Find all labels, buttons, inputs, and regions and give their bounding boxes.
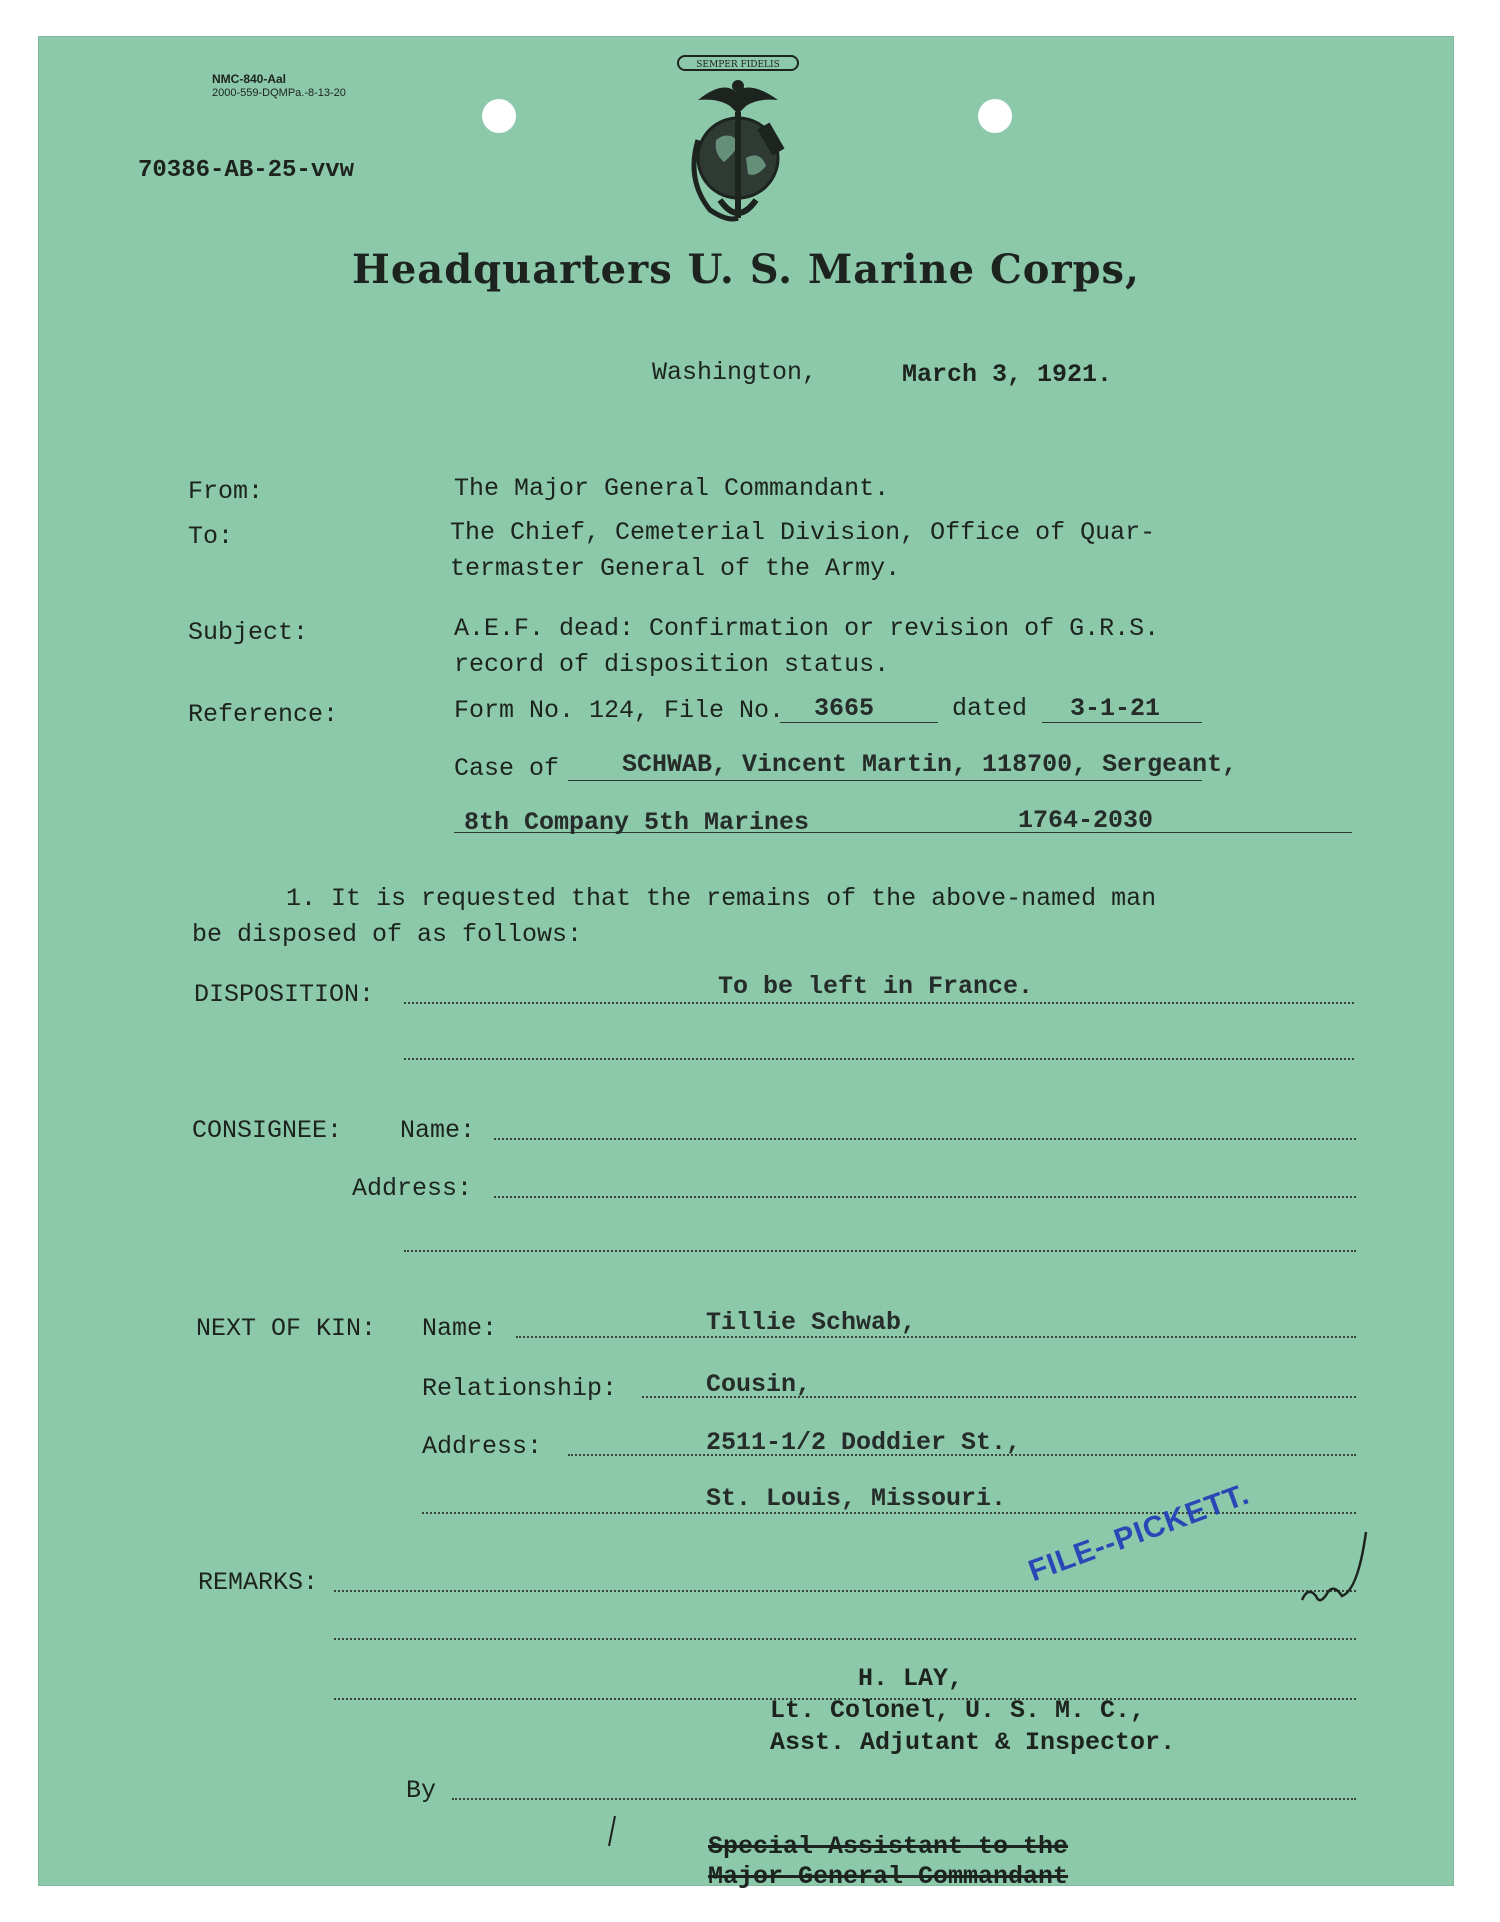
to-line-1: The Chief, Cemeterial Division, Office of Quar- bbox=[450, 518, 1156, 547]
case-line bbox=[568, 780, 1202, 781]
kin-address-label: Address: bbox=[422, 1432, 543, 1461]
letter-date: March 3, 1921. bbox=[902, 360, 1113, 389]
signer-title: Asst. Adjutant & Inspector. bbox=[770, 1728, 1176, 1757]
to-label: To: bbox=[188, 522, 234, 551]
remarks-line-2 bbox=[334, 1638, 1356, 1640]
subject-line-1: A.E.F. dead: Confirmation or revision of G.R.S. bbox=[454, 614, 1160, 643]
form-no-text: Form No. 124, File No. bbox=[454, 696, 785, 725]
next-of-kin-label: NEXT OF KIN: bbox=[196, 1314, 377, 1343]
consignee-address-line bbox=[494, 1196, 1356, 1198]
signer-rank: Lt. Colonel, U. S. M. C., bbox=[770, 1696, 1146, 1725]
consignee-address-label: Address: bbox=[352, 1174, 473, 1203]
subject-line-2: record of disposition status. bbox=[454, 650, 890, 679]
punch-hole-right bbox=[978, 99, 1012, 133]
disposition-line bbox=[404, 1002, 1354, 1004]
relationship-label: Relationship: bbox=[422, 1374, 618, 1403]
file-no-value: 3665 bbox=[814, 694, 875, 723]
by-line bbox=[452, 1798, 1356, 1800]
subject-label: Subject: bbox=[188, 618, 309, 647]
file-stamp: FILE--PICKETT. bbox=[1024, 1477, 1254, 1589]
kin-name-line bbox=[516, 1336, 1356, 1338]
kin-name-value: Tillie Schwab, bbox=[706, 1308, 917, 1337]
consignee-name-label: Name: bbox=[400, 1116, 476, 1145]
punch-hole-left bbox=[482, 99, 516, 133]
consignee-name-line bbox=[494, 1138, 1356, 1140]
kin-name-label: Name: bbox=[422, 1314, 498, 1343]
consignee-address-line-2 bbox=[404, 1250, 1356, 1252]
file-reference: 70386-AB-25-vvw bbox=[138, 157, 355, 184]
from-value: The Major General Commandant. bbox=[454, 474, 890, 503]
form-print-line: 2000-559-DQMPa.-8-13-20 bbox=[212, 87, 346, 99]
form-code: NMC-840-Aal bbox=[212, 72, 287, 86]
reference-label: Reference: bbox=[188, 700, 339, 729]
unit-value: 8th Company 5th Marines bbox=[464, 808, 810, 837]
paragraph-line-1: 1. It is requested that the remains of the above-named man bbox=[286, 884, 1157, 913]
by-label: By bbox=[406, 1776, 437, 1805]
header-title: Headquarters U. S. Marine Corps, bbox=[352, 246, 1140, 293]
footer-line-1: Special Assistant to the bbox=[708, 1832, 1069, 1861]
eagle-globe-anchor-icon bbox=[668, 50, 808, 230]
remarks-line-1 bbox=[334, 1590, 1356, 1592]
kin-address-line-1: 2511-1/2 Doddier St., bbox=[706, 1428, 1022, 1457]
document-sheet bbox=[38, 36, 1454, 1891]
dated-value: 3-1-21 bbox=[1070, 694, 1161, 723]
signer-name: H. LAY, bbox=[858, 1664, 964, 1693]
footer-line-2: Major General Commandant bbox=[708, 1862, 1069, 1891]
to-line-2: termaster General of the Army. bbox=[450, 554, 901, 583]
place: Washington, bbox=[652, 358, 818, 387]
kin-address-line-2: St. Louis, Missouri. bbox=[706, 1484, 1007, 1513]
emblem-motto: SEMPER FIDELIS bbox=[696, 60, 780, 70]
case-value: SCHWAB, Vincent Martin, 118700, Sergeant, bbox=[622, 750, 1238, 779]
paragraph-line-2: be disposed of as follows: bbox=[192, 920, 583, 949]
unit-number: 1764-2030 bbox=[1018, 806, 1154, 835]
relationship-value: Cousin, bbox=[706, 1370, 812, 1399]
disposition-label: DISPOSITION: bbox=[194, 980, 375, 1009]
remarks-label: REMARKS: bbox=[198, 1568, 319, 1597]
consignee-label: CONSIGNEE: bbox=[192, 1116, 343, 1145]
handwritten-mark-icon bbox=[1298, 1526, 1378, 1616]
case-of-label: Case of bbox=[454, 754, 560, 783]
dated-label: dated bbox=[952, 694, 1028, 723]
emblem bbox=[668, 50, 808, 230]
disposition-value: To be left in France. bbox=[718, 972, 1034, 1001]
from-label: From: bbox=[188, 477, 264, 506]
pen-tick-icon bbox=[606, 1814, 618, 1848]
disposition-line-2 bbox=[404, 1058, 1354, 1060]
